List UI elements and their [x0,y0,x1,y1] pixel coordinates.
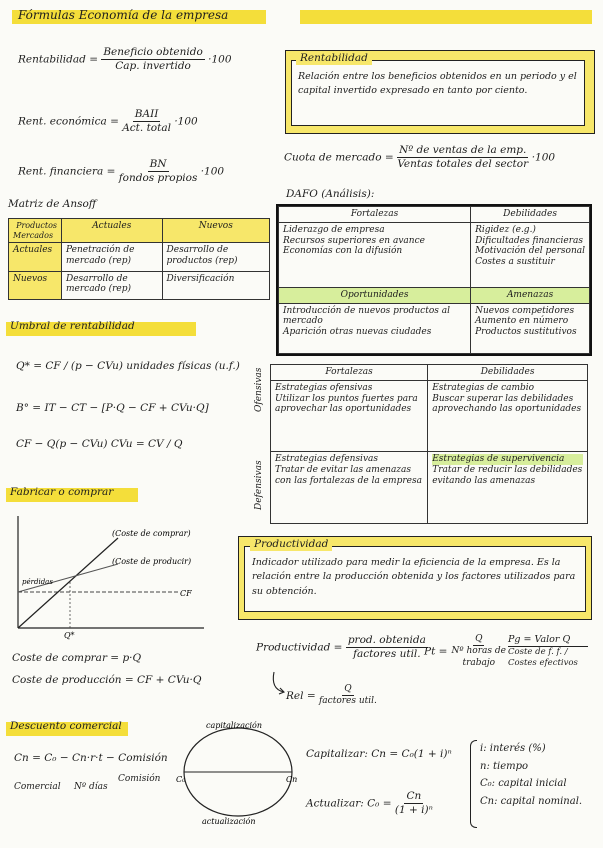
actualizacion-fraction [395,790,433,817]
legend-term: C₀: capital inicial [480,778,567,789]
descuento-label-dias: Nº días [74,782,108,792]
descuento-formula: Cn = C₀ − Cn·r·t − Comisión [14,752,168,764]
rentabilidad-fraction [101,46,204,73]
rent-financiera-tail: ·100 [200,165,225,178]
umbral-formula-3: CF − Q(p − CVu) CVu = CV / Q [16,438,183,450]
rent-economica-numerator: BAII [133,108,161,122]
pt-formula [424,634,507,669]
dafo-item: Costes a sustituir [475,257,555,268]
ansoff-row-header-2: Nuevos [9,271,62,299]
productividad-fraction [346,634,428,661]
dafo-item: Nuevos competidores [475,305,575,316]
ansoff-cell: Desarrollo de productos (rep) [162,243,269,271]
dafo-oportunidades [279,303,471,353]
label-cf: CF [180,589,192,598]
pt-numerator: Q [473,634,484,646]
rentabilidad-numerator: Beneficio obtenido [101,46,204,60]
rent-economica-fraction [122,108,171,135]
rent-financiera-fraction [119,158,198,185]
came-cell [271,380,428,452]
cuota-mercado-numerator: Nº de ventas de la emp. [397,144,528,158]
dafo-fortalezas [279,222,471,287]
came-cell-detail: Tratar de evitar las amenazas con las fortalezas de la empresa [275,465,422,486]
cuota-mercado-fraction [397,144,528,171]
fabricar-title: Fabricar o comprar [10,486,114,498]
pg-denominator: Coste de f. f. / Costes efectivos [508,646,578,668]
cuota-mercado-lhs: Cuota de mercado = [284,151,394,164]
actualizacion-denominator: (1 + i)ⁿ [394,804,433,817]
c0-label: C₀ [176,775,186,784]
arc-top [184,728,292,772]
came-cell [428,380,588,452]
umbral-title: Umbral de rentabilidad [10,320,135,332]
cuota-mercado-denominator: Ventas totales del sector [397,158,529,171]
rentabilidad-formula [18,46,232,73]
title-highlight-right [300,10,592,24]
rent-economica-tail: ·100 [174,115,198,128]
ansoff-cell: Diversificación [162,271,269,299]
rel-fraction [319,684,377,708]
page-title: Fórmulas Economía de la empresa [18,8,229,22]
dafo-header-amenazas: Amenazas [471,287,590,303]
legend-terms [480,740,582,810]
rentabilidad-lhs: Rentabilidad = [18,53,98,66]
capitalizacion-diagram [176,718,300,826]
productividad-heading: Productividad [250,538,332,551]
productividad-definition: Indicador utilizado para medir la eficiencia de la empresa. Es la relación entre la producción obtenida y los factores utilizados para su obtención. [252,557,576,597]
capitalizacion-lhs: Capitalizar: [306,748,368,760]
arc-top-label: capitalización [206,721,263,730]
rentabilidad-definition: Relación entre los beneficios obtenidos en un periodo y el capital invertido expresado en tanto por ciento. [298,71,577,97]
rent-economica-denominator: Act. total [122,122,171,135]
dafo-matrix [276,204,592,356]
dafo-item: Liderazgo de empresa [283,224,385,235]
rent-economica-lhs: Rent. económica = [18,115,119,128]
legend-brace [470,740,477,828]
productividad-lhs: Productividad = [256,641,343,654]
ansoff-col-header-2: Nuevos [162,219,269,243]
rentabilidad-heading: Rentabilidad [296,52,372,65]
umbral-formula-1: Q* = CF / (p − CVu) unidades físicas (u.f.) [16,360,240,372]
dafo-item: Motivación del personal [475,246,585,257]
label-axis: pérdidas [22,578,53,586]
rel-lhs: Rel = [286,689,316,702]
cn-label: Cn [286,775,298,784]
actualizacion-lhs: Actualizar: [306,797,364,810]
rent-financiera-numerator: BN [148,158,169,172]
arc-bottom-label: actualización [202,817,256,826]
fabricar-graph [8,512,208,640]
capitalizacion-formula [306,748,452,761]
legend-term: n: tiempo [480,760,529,772]
dafo-item: Aumento en número [475,316,569,327]
legend-make: (Coste de producir) [112,557,192,566]
came-cell-title: Estrategias ofensivas [275,382,373,393]
came-cell-detail: Utilizar los puntos fuertes para aprovechar las oportunidades [275,393,418,415]
came-cell-title: Estrategias defensivas [275,454,379,465]
legend-term: Cn: capital nominal. [480,795,583,807]
rel-denominator: factores util. [318,696,377,707]
descuento-title: Descuento comercial [10,720,122,732]
coste-produccion: Coste de producción = CF + CVu·Q [12,674,202,686]
cuota-mercado-formula [284,144,555,171]
cuota-mercado-tail: ·100 [531,151,556,164]
dafo-item: Productos sustitutivos [475,327,577,338]
came-col-header-debilidades: Debilidades [428,365,588,381]
pt-denominator: Nº horas de trabajo [451,646,506,668]
dafo-debilidades [471,222,590,287]
dafo-item: Rigidez (e.g.) [475,224,536,235]
came-matrix [254,364,588,524]
came-cell-title: Estrategias de cambio [432,382,535,393]
descuento-label-comercial: Comercial [14,782,61,792]
ansoff-corner [9,219,62,243]
umbral-formula-2: B° = IT − CT − [P·Q − CF + CVu·Q] [16,402,209,414]
dafo-title: DAFO (Análisis): [286,188,375,200]
actualizacion-numerator: Cn [404,790,423,804]
rentabilidad-denominator: Cap. invertido [115,60,191,73]
ansoff-corner-bottom: Mercados [13,230,54,240]
dafo-item: Introducción de nuevos productos al mercado [283,305,450,327]
dafo-header-oportunidades: Oportunidades [279,287,471,303]
came-cell-detail: Buscar superar las debilidades aprovechando las oportunidades [432,393,582,415]
arc-bottom [184,772,292,816]
rel-formula [286,684,377,708]
ansoff-title: Matriz de Ansoff [8,198,97,210]
came-cell [428,452,588,524]
came-row-label-ofensivas: Ofensivas [254,367,264,412]
rent-financiera-formula [18,158,224,185]
productividad-formula [256,634,428,661]
ansoff-corner-top: Productos [16,221,57,230]
actualizacion-f-lhs: C₀ = [367,797,392,810]
came-row-label-defensivas: Defensivas [254,460,264,510]
legend-buy: (Coste de comprar) [112,529,191,538]
rentabilidad-tail: ·100 [208,53,232,66]
rel-numerator: Q [342,684,353,696]
productividad-denominator: factores util. [353,648,421,661]
ansoff-cell: Penetración de mercado (rep) [62,243,163,271]
rent-financiera-lhs: Rent. financiera = [18,165,116,178]
dafo-header-fortalezas: Fortalezas [279,207,471,223]
rent-economica-formula [18,108,198,135]
pt-lhs: Pt = [424,645,448,658]
came-grid [270,364,588,524]
ansoff-row-header-1: Actuales [9,243,62,271]
actualizacion-formula [306,790,433,817]
rel-arrow [270,670,288,696]
ansoff-matrix [8,218,270,300]
came-col-header-fortalezas: Fortalezas [271,365,428,381]
came-cell-title: Estrategias de supervivencia [432,454,583,465]
coste-compra: Coste de comprar = p·Q [12,652,142,664]
ansoff-col-header-1: Actuales [62,219,163,243]
came-cell-detail: Tratar de reducir las debilidades evitando las amenazas [432,465,583,486]
dafo-header-debilidades: Debilidades [471,207,590,223]
capitalizacion-f: Cn = C₀(1 + i)ⁿ [371,748,452,760]
pg-formula [508,634,588,668]
pg-lhs: Pg = Valor Q [508,634,588,647]
rent-financiera-denominator: fondos propios [118,172,198,185]
dafo-item: Aparición otras nuevas ciudades [283,327,432,338]
label-qstar: Q* [64,631,75,640]
productividad-numerator: prod. obtenida [346,634,428,648]
dafo-item: Recursos superiores en avance [283,235,425,246]
dafo-item: Economías con la difusión [283,246,403,257]
ansoff-cell: Desarrollo de mercado (rep) [62,271,163,299]
came-cell [271,452,428,524]
legend-term: i: interés (%) [480,743,546,754]
dafo-amenazas [471,303,590,353]
dafo-item: Dificultades financieras [475,235,583,246]
descuento-label-comision: Comisión [118,774,161,784]
pt-fraction [451,634,507,669]
